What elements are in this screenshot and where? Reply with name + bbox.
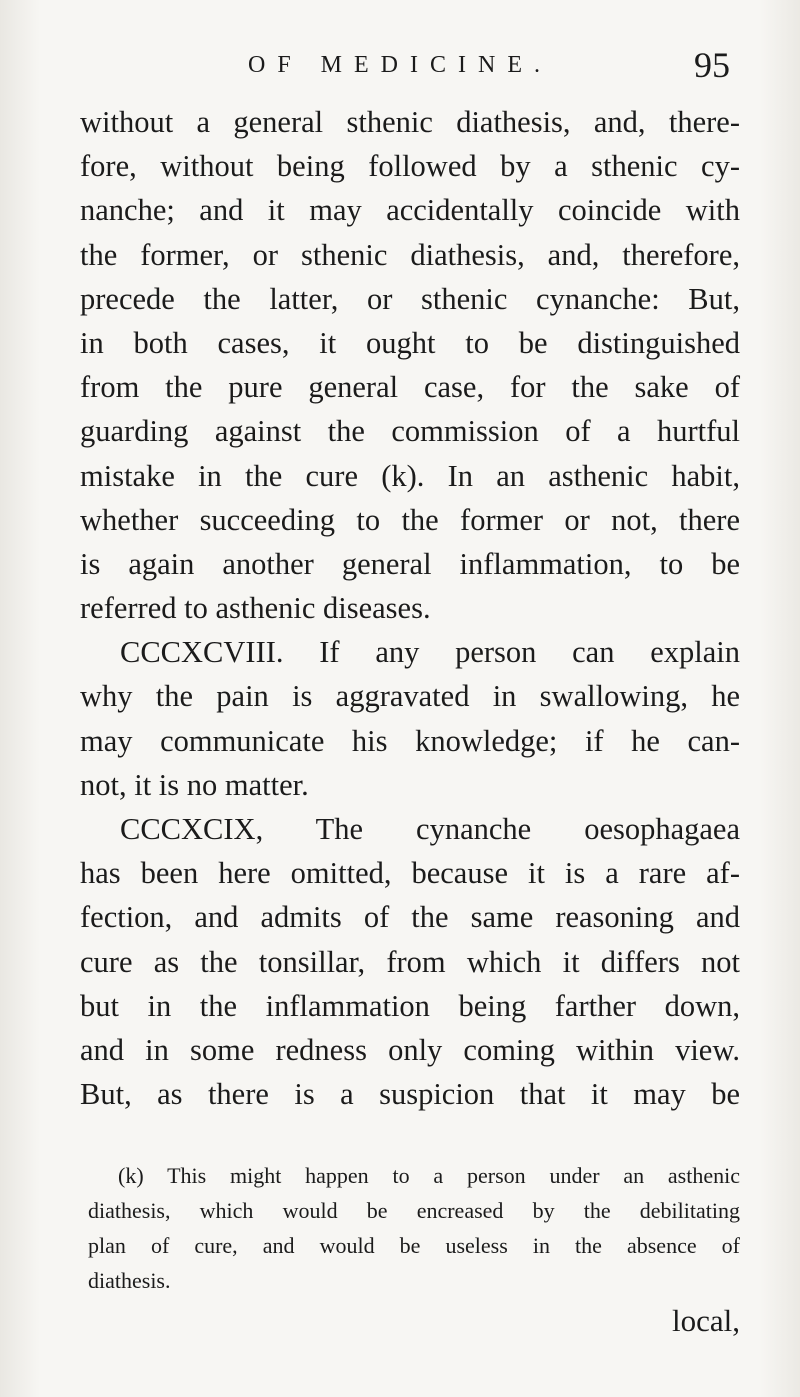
body-line: may communicate his knowledge; if he can- (80, 723, 740, 758)
body-line: precede the latter, or sthenic cynanche: But, (80, 281, 740, 316)
body-line: is again another general inflammation, to be (80, 546, 740, 581)
body-line: fection, and admits of the same reasoning and (80, 900, 740, 935)
body-line: whether succeeding to the former or not, there (80, 502, 740, 537)
footnote-line: diathesis, which would be encreased by the debilitating (88, 1198, 740, 1223)
body-line: in both cases, it ought to be distinguished (80, 325, 740, 360)
body-line: guarding against the commission of a hurtful (80, 414, 740, 449)
catchword: local, (672, 1303, 740, 1338)
body-line: fore, without being followed by a sthenic cy- (80, 149, 740, 184)
section-heading-line: CCCXCVIII. If any person can explain (120, 635, 740, 670)
body-line: has been here omitted, because it is a rare af- (80, 856, 740, 891)
body-line: cure as the tonsillar, from which it differs not (80, 944, 740, 979)
footnote-line: plan of cure, and would be useless in the absence of (88, 1233, 740, 1258)
body-text (80, 100, 740, 1116)
body-line: but in the inflammation being farther down, (80, 988, 740, 1023)
body-line: referred to asthenic diseases. (80, 591, 431, 626)
body-line: mistake in the cure (k). In an asthenic habit, (80, 458, 740, 493)
body-line: not, it is no matter. (80, 767, 309, 802)
body-line: But, as there is a suspicion that it may be (80, 1077, 740, 1112)
body-line: the former, or sthenic diathesis, and, therefore, (80, 237, 740, 272)
page-header (0, 44, 800, 94)
body-line: from the pure general case, for the sake of (80, 370, 740, 405)
page-number: 95 (694, 45, 730, 85)
body-line: why the pain is aggravated in swallowing, he (80, 679, 740, 714)
body-line: nanche; and it may accidentally coincide with (80, 193, 740, 228)
section-heading-line: CCCXCIX, The cynanche oesophagaea (120, 812, 740, 846)
running-head: OF MEDICINE. (248, 52, 552, 78)
footnote-line: (k) This might happen to a person under an asthenic (118, 1163, 740, 1188)
body-line: and in some redness only coming within view. (80, 1032, 740, 1067)
footnote-line: diathesis. (88, 1268, 171, 1293)
body-line: without a general sthenic diathesis, and, there- (80, 105, 740, 139)
footnote (88, 1158, 740, 1298)
